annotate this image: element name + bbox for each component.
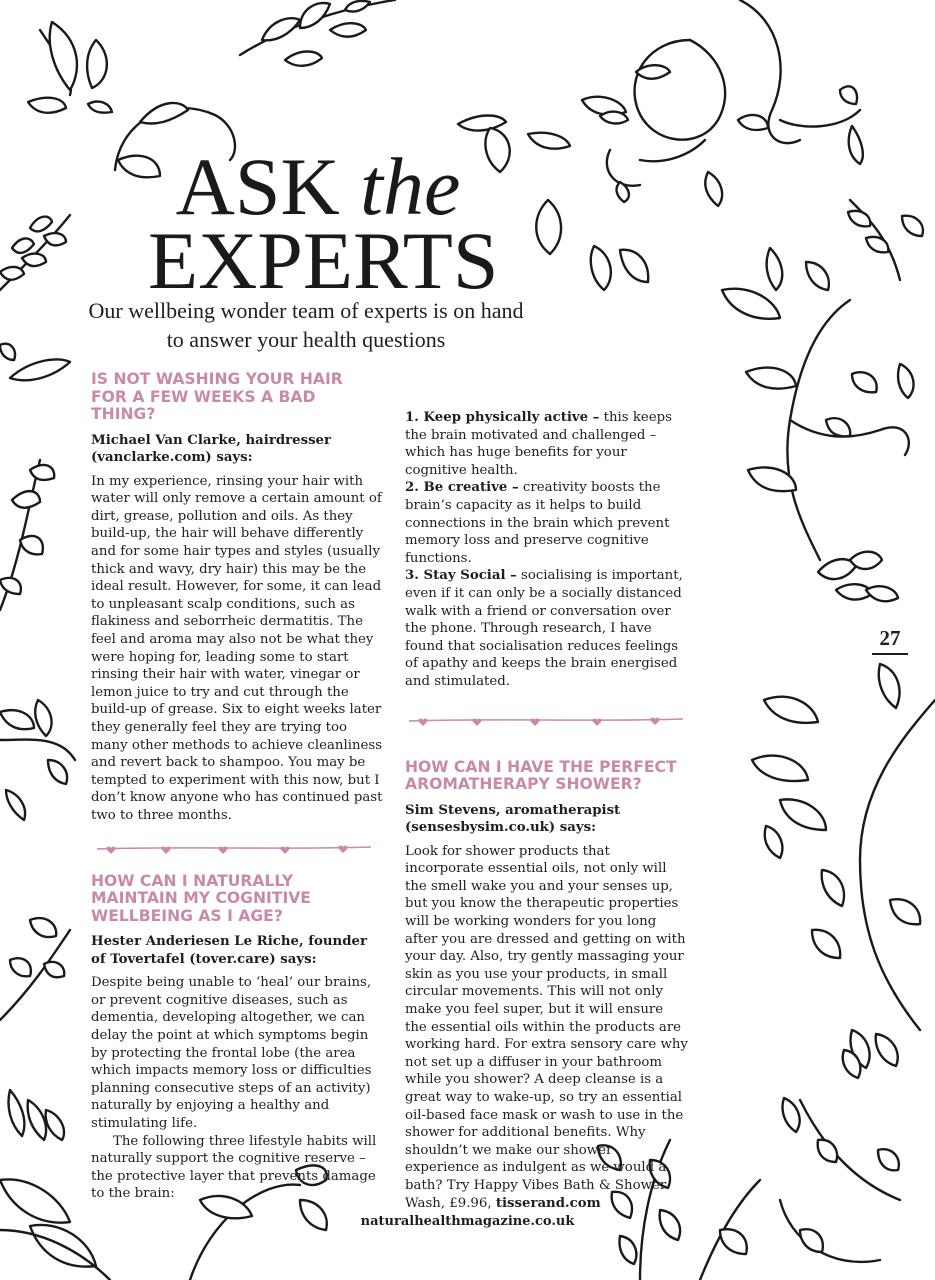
expert-byline-aromatherapy: Sim Stevens, aromatherapist (sensesbysim.co.uk) says: (405, 802, 621, 836)
habit-text: creativity boosts the brain’s capacity as it helps to build connections in the brain which prevent memory loss and preserve cognitive functions. (405, 480, 670, 566)
hearts-divider (91, 841, 375, 855)
question-heading-cognitive: HOW CAN I NATURALLY MAINTAIN MY COGNITIVE WELLBEING AS I AGE? (91, 871, 311, 925)
page-title (148, 141, 499, 306)
page-number: 27 (872, 626, 908, 655)
title-experts: EXPERTS (148, 214, 499, 306)
footer-website[interactable]: naturalhealthmagazine.co.uk (360, 1214, 575, 1229)
habit-title: 2. Be creative – (405, 480, 519, 496)
expert-byline-hair: Michael Van Clarke, hairdresser (vanclarke.com) says: (91, 432, 332, 466)
answer-text-hair: In my experience, rinsing your hair with water will only remove a certain amount of dirt, grease, pollution and oils. As they build-up, the hair will behave differently and for some hair types and styles (usually thick and wavy, dry hair) this may be the ideal result. However, for some, it can lead to unpleasant scalp conditions, such as flakiness and seborrheic dermatitis. The feel and aroma may also not be what they were hoping for, leading some to start rinsing their hair with water, vinegar or lemon juice to try and cut through the build-up of grease. Six to eight weeks later they generally feel they are trying too many other methods to achieve cleanliness and revert back to shampoo. You may be tempted to experiment with this now, but I don’t know anyone who has continued past two to three months. (91, 473, 383, 823)
habit-title: 1. Keep physically active – (405, 410, 600, 425)
left-column (91, 371, 383, 1203)
answer-body: Look for shower products that incorporate essential oils, not only will the smell wake you and your senses up, but you know the therapeutic properties will be working wonders for you long after you are dressed and getting on with your day. Also, try gently massaging your skin as you use your products, in small circular movements. This will not only make you feel super, but it will ensure the essential oils within the products are working hard. For extra sensory care why not set up a diffuser in your bathroom while you shower? A deep cleanse is a great way to wake-up, so try an essential oil-based face mask or wash to use in the shower for additional benefits. Why shouldn’t we make our shower experience as indulgent as we would a bath? Try Happy Vibes Bath & Shower Wash, £9.96, (405, 843, 688, 1211)
hearts-divider (405, 713, 689, 727)
habit-item-3 (405, 567, 689, 690)
habit-text: this keeps the brain motivated and challenged – which has huge benefits for your cognitive health. (405, 410, 672, 478)
right-column (405, 371, 689, 1212)
title-ask: ASK (175, 141, 340, 232)
question-heading-hair: IS NOT WASHING YOUR HAIR FOR A FEW WEEKS A BAD THING? (91, 370, 343, 423)
habit-item-2 (405, 479, 689, 567)
product-link[interactable]: tisserand.com (495, 1195, 601, 1211)
question-heading-aromatherapy: HOW CAN I HAVE THE PERFECT AROMATHERAPY SHOWER? (405, 757, 677, 793)
title-the: the (360, 141, 461, 232)
answer-text-cognitive-2: The following three lifestyle habits will naturally support the cognitive reserve – the protective layer that prevents damage to the brain: (91, 1133, 377, 1202)
habit-text: socialising is important, even if it can only be a socially distanced walk with a friend or conversation over the phone. Through research, I have found that socialisation reduces feelings of apathy and keeps the brain energised and stimulated. (405, 568, 683, 689)
habit-item-1 (405, 409, 689, 479)
habit-title: 3. Stay Social – (405, 568, 517, 584)
answer-text-aromatherapy (405, 843, 689, 1212)
footer (0, 1214, 935, 1229)
expert-byline-cognitive: Hester Anderiesen Le Riche, founder of Tovertafel (tover.care) says: (91, 934, 367, 967)
page-subtitle: Our wellbeing wonder team of experts is on hand to answer your health questions (88, 298, 524, 352)
answer-text-cognitive-1: Despite being unable to ‘heal’ our brains, or prevent cognitive diseases, such as dementia, developing altogether, we can delay the point at which symptoms begin by protecting the frontal lobe (the area which impacts memory loss or difficulties planning consecutive steps of an activity) naturally by enjoying a healthy and stimulating life. (91, 975, 372, 1131)
